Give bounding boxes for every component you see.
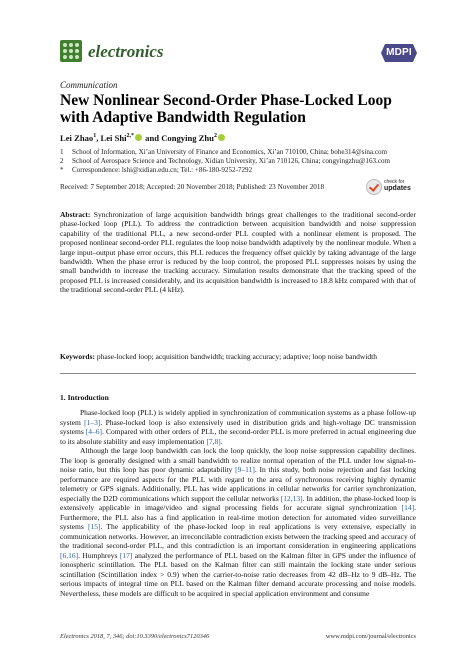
author-affiliation-mark: 1 — [93, 133, 97, 140]
affiliation-text: Correspondence: lshi@xidian.edu.cn; Tel.: +86-180-9252-7292 — [72, 166, 253, 174]
citation-link[interactable]: [17] — [119, 550, 133, 560]
paragraph-text: . — [220, 436, 223, 446]
affiliation-text: School of Information, Xi’an University of Finance and Economics, Xi’an 710100, China; bohe314@sina.com — [72, 148, 388, 156]
check-updates-line2: updates — [384, 185, 411, 192]
author-name: Congying Zhu — [161, 133, 214, 143]
paragraph-text: . In this study, both noise rejection and fast locking performance are required aspects for the PLL with regard to the area of synchronous receiving highly dynamic telemetry or GPS signals. Additionally, PLL has wide applications in cellular networks for carrier synchronization, especially the D2D communications which support the cellular networks — [60, 465, 416, 503]
check-updates-line1: check for — [384, 179, 405, 185]
affiliation-text: School of Aerospace Science and Technology, Xidian University, Xi’an 710126, China; congyingzhu@163.com — [72, 157, 391, 165]
paragraph-text: . Phase-locked loop is also extensively used in distribution grids and high-voltage DC transmission systems — [60, 417, 416, 436]
paragraph-text: . In addition, the phase-locked loop is extensively applicable in image/video and signal processing fields for accurate signal synchronization — [60, 493, 416, 512]
footer-journal-url[interactable]: www.mdpi.com/journal/electronics — [325, 633, 416, 640]
check-updates-icon — [366, 179, 382, 195]
publication-dates: Received: 7 September 2018; Accepted: 20 November 2018; Published: 23 November 2018 — [60, 183, 325, 191]
paragraph-text: Phase-locked loop (PLL) is widely applied in synchronization of communication systems as a phase follow-up system — [60, 408, 416, 427]
affiliation-number: * — [60, 166, 64, 174]
correspondence — [60, 166, 252, 174]
author-affiliation-mark: 2,* — [126, 133, 135, 140]
affiliation — [60, 148, 387, 156]
citation-link[interactable]: [12,13] — [280, 493, 303, 503]
orcid-icon[interactable] — [218, 134, 225, 141]
paragraph-text: Although the large loop bandwidth can lock the loop quickly, the loop noise suppression capability declines. The loop is generally designed with a small bandwidth to realize normal operation of the PLL under low signal-to-noise ratio, but this loop has poor dynamic adaptability — [60, 446, 416, 474]
abstract — [60, 210, 416, 295]
citation-link[interactable]: [4–6] — [85, 427, 103, 436]
keywords-label: Keywords: — [60, 352, 95, 361]
citation-link[interactable]: [15] — [87, 522, 101, 531]
mdpi-logo — [381, 44, 417, 62]
paragraph-text: . Furthermore, the PLL also has a find application in real-time motion detection for automated video surveillance systems — [60, 503, 416, 531]
body-paragraph — [60, 408, 416, 446]
keywords — [60, 352, 416, 361]
publisher-name: MDPI — [386, 47, 412, 58]
author-name: Lei Shi — [100, 133, 127, 143]
paragraph-text: analyzed the performance of PLL based on the Kalman filter in GPS under the influence of ionospheric scintillation. The PLL based on the Kalman filter can still maintain the locking state under serious scintillation (Scintillation index > 0.9) when the carrier-to-noise ratio decreases from 42 dB–Hz to 9 dB–Hz. The serious impacts of integral time on PLL based on the Kalman filter demand accurate processing and noise models. Nevertheless, these models are difficult to be acquired in special application environment and consume — [60, 550, 416, 598]
author-joiner: and — [145, 133, 160, 143]
citation-link[interactable]: [7,8] — [206, 436, 221, 446]
citation-link[interactable]: [6,16] — [60, 550, 79, 560]
orcid-icon[interactable] — [135, 134, 142, 141]
section-heading: 1. Introduction — [60, 393, 109, 402]
affiliation-number: 1 — [60, 148, 64, 156]
author-list: Lei Zhao$^1$, Lei Shi$^{2,*}$ and Congying Zhu$^2$ — [60, 133, 226, 143]
abstract-label: Abstract: — [60, 210, 91, 219]
check-for-updates-badge[interactable] — [366, 178, 416, 198]
footer-citation: Electronics 2018, 7, 346; doi:10.3390/electronics7120346 — [60, 633, 210, 640]
abstract-text: Synchronization of large acquisition bandwidth brings great challenges to the traditional second-order phase-locked loop (PLL). To address the contradiction between acquisition bandwidth and noise suppression capability of the traditional PLL, a new second-order PLL coupled with a nonlinear element is proposed. The proposed nonlinear second-order PLL regulates the loop noise bandwidth adaptively by the nonlinear module. When a large input–output phase error occurs, this PLL reduces the frequency offset quickly by taking advantage of the large bandwidth. When the phase error is reduced by the loop control, the proposed PLL suppresses noises by using the small bandwidth to increase the tracking accuracy. Simulation results demonstrate that the tracking speed of the proposed PLL is increased considerably, and its acquisition bandwidth is increased to 18.8 kHz compared with that of the traditional second-order PLL (4 kHz). — [60, 210, 416, 295]
paragraph-text: . Compared with other orders of PLL, the second-order PLL is more preferred in actual engineering due to its absolute stability and easy implementation — [60, 427, 416, 446]
author-affiliation-mark: 2 — [213, 133, 217, 140]
journal-name: electronics — [88, 42, 164, 61]
affiliation — [60, 157, 390, 165]
electronics-logo-icon — [60, 40, 82, 62]
article-type: Communication — [60, 80, 118, 90]
citation-link[interactable]: [1–3] — [84, 417, 101, 427]
divider — [60, 373, 416, 374]
paper-title: New Nonlinear Second-Order Phase-Locked Loop with Adaptive Bandwidth Regulation — [60, 92, 392, 126]
author-name: Lei Zhao — [60, 133, 94, 143]
keywords-text: phase-locked loop; acquisition bandwidth; tracking accuracy; adaptive; loop noise bandwidth — [96, 352, 378, 361]
body-paragraph — [60, 446, 416, 598]
citation-link[interactable]: [14] — [401, 503, 415, 512]
citation-link[interactable]: [9–11] — [235, 465, 255, 474]
paragraph-text: . The applicability of the phase-locked loop in real applications is very extensive, especially in communication networks. However, an irreconcilable contradiction exists between the tracking speed and accuracy of the traditional second-order PLL, and this contradiction is an important consideration in engineering applications — [60, 522, 416, 550]
affiliation-number: 2 — [60, 157, 64, 165]
paragraph-text: . Humphreys — [78, 550, 120, 560]
